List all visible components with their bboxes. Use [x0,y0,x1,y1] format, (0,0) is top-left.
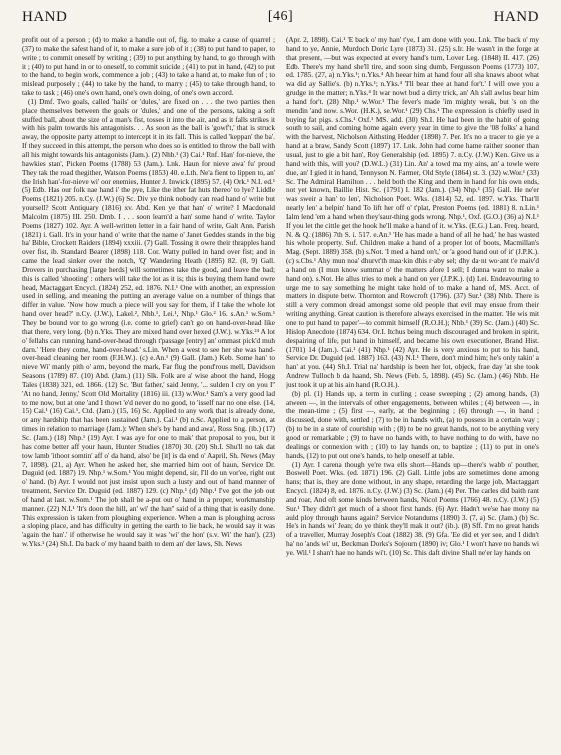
page-number: [46] [267,9,294,24]
left-column [22,36,275,748]
right-column [286,36,539,748]
left-paragraph: profit out of a person ; (d) to make a handle out of, fig. to make a cause of quarrel ; (37) to make the safest hand of it, to make a sure job of it ; (38) to put hand to paper, to write ; to commit oneself by writing ; (39) to put anything by hand, to go through with it ; (40) to put hand in or to oneself, to commit suicide ; (41) to put in hand, (42) to put to the hand, to begin work, commence a job ; (43) to take a hand at, to make fun of ; to mislead purposely ; (44) to take by the hand, to marry ; (45) to take through hand, to take to task ; (46) one's own hand, one's own doing, of one's own accord. [22,36,275,98]
right-paragraph: (b) pl. (1) Hands up, a term in curling ; cease sweeping ; (2) among hands, (3) atween —, in the intervals of other engagements, between whiles ; (4) between —, in the mean-time ; (5) first —, early, at the beginning ; (6) through —, in hand ; discussed, done with, settled ; (7) to be in hands with, (a) to possess in a certain way ; (b) to be in a state of courtship with ; (8) to be no great hands, not to be anything very good or remarkable ; (9) to have no hands with, to have nothing to do with, have no dealings or connexion with ; (10) to lay hands on, to baptize ; (11) to put in one's hands, (12) to put out one's hands, to help oneself at table. [286,389,539,460]
right-paragraph: (Apr. 2, 1898). Cai.¹ 'E back o' my han' t'ye, I am done with you. Lnk. The back o' my hand to ye, Annie, Murdoch Doric Lyre (1873) 31. (25) s.Ir. He wasn't in the forge at that present, —but was expected at every hand's turn, Lover Leg. (1848) II. 417. (26) Edb. There's my hand she'll tire, and soon sing dumb, Fergusson Poems (1773) 107, ed. 1785. (27, a) n.Yks.¹; n.Yks.⁴ Ah heear him at hand four all sha knaws aboot what wa did ay Sallie's. (b) n.Yks.¹; n.Yks.⁴ 'I'll bear thee at hand for't.' I will owe you a grudge in the matter; n.Yks.⁴ It war nowt bud a dirty trick, an' Ah s'all awlus bear him a hand for't. (28) Nhp.¹ w.Wor.¹ The fever's made 'im mighty weak, but 's on the mendin 'and now. s.Wor. (H.K.), se.Wor.¹ (29) Chs.¹ The expression is chiefly used in buying fat pigs. s.Chs.¹ Oxf.¹ MS. add. (30) Sh.I. He had been in the habit of going south to sail, and coming home again every year in time to give the '08 folks' a hand with the harvest, Nicholson Aithsting Hedder (1898) 7. Per. It's no a tracer to gie ye a hand at a braw, Sandy Scott (1897) 17. Lnk. John had come hame raither sooner than usual, just to gie a bit han', Roy Generalship (ed. 1895) 7. n.Cy. (J.W.) Ken. Give us a hand with this, will you? (D.W.L.) (31) Lin. An' a towd ma my ains, an' a towle were due, an' I gied it in hand, Tennyson N. Farmer, Old Style (1864) st. 3. (32) w.Wor.¹ (33) Sc. The Admiral Hamilton . . . held both the King and them in hand for his own ends, not yet known, Baillie Hist. Sc. (1791) I. 182 (Jam.). (34) Nhp.¹ (35) Gall. He ne'er was sweir a han' to len', Nicholson Poet. Wks. (1814) 52, ed. 1897. w.Yks. That'll nearly len' a helpin' hand To lift her off o' t'plat, Preston Poems (ed. 1881) 8. n.Lin.¹ Ialm lend 'em a hand when they'saur-thing gods wrong. Nhp.¹, Oxf. (G.O.) (36) a) N.I.¹ If you let the cittle get the hook he'll make a hand of it. w.Yks. (E.G.) Lan. Freq. heard, N. & Q. (1886) 7th S. i. 517. e.An.¹ 'He has made a hand of all he had,' he has wasted his whole property. Suf. Children make a hand of a proper lot of boots, Macmillan's Mag. (Sept. 1889) 358. (b) s.Not. 'I med a hand on't,' or 'a good hand out of it' (J.P.K.). (c) s.Cbs.¹ Ahy mun noa' dhurvt'th maa·kin dhis r·aby sel; dhy da·nt wo·ant t'e maiv'd a hand on (I mun know summat o' the matters afore I sell; I dunna want to make a hand on). s.Not. He allus tries to mek a hand on yer (J.P.K.). (d) Lei. Endeavouring to urge me to say something he might take hold of to make a hand of, MS. Acct. of matters in dispute betw. Thornton and Rowcroft (1796). (37) Sur.¹ (38) Nhb. There is still a very common dread amongst some old people that evil may ensue from their writing anything. Great caution is therefore always exercised in the matter. 'He wis mit one to put hand to paper'—to commit himself (R.O.H.); Nhb.¹ (39) Sc. (Jam.) (40) Sc. Hislop Anecdote (1874) 634. Or.I. Itchus being much discouraged and broken in spirit, despairing of life, put hand in himself, and became his own executioner, Brand Hist. (1701) 14 (Jam.). Cai.¹ (41) Nhp.¹ (42) Ayr. He is very anxious to put to his hand, Service Dr. Duguid (ed. 1887) 163. (43) N.I.¹ There, don't mind him; he's only takin' a han' at you. (44) Sh.I. Trial na' hardship is been her lot, objeck, frae day 'at she took Andrew Tulloch b da haand, Sh. News (Feb. 5, 1898). (45) Sc. (Jam.) (46) Nhb. He just took it up at his ain hand (R.O.H.). [286,36,539,389]
running-header [22,6,539,28]
header-left-headword: HAND [22,8,68,25]
header-right-headword: HAND [493,8,539,25]
left-paragraph: (1) Dmf. Two goals, called 'hails' or 'dules,' are fixed on . . . the two parties then place themselves between the goals or 'dules,' and one of the persons, taking a soft stuffed ball, about the size of a man's fist, tosses it into the air, and as it falls strikes it with his palm towards his antagonists. . . As soon as the ball is 'gowf't,' that is struck away, the opposite party attempt to intercept it in its fall. This is called 'keppan' the ba'. If they succeed in this attempt, the person who does so is entitled to throw the ball with all his might towards his antagonists (Jam.). (2) Nhb.¹ (3) Cai.¹ Rnf. Han' for-nieve, the hawkies stan', Picken Poems (1788) 53 (Jam.). Lnk. Haun for nieve awa' fu' proud They tak the road thegither, Watson Poems (1853) 40. e.Lth. Ne'a fient to lippen to, an' the Irish han'-for-nieve wi' oor enemies, Hunter J. Inwick (1895) 57. (4) Ork.¹ N.I. ed.¹ (5) Edb. Has our folk nae hand i' the pye, Like the ither fat huts thereo' to lye? Liddle Poems (1821) 205. n.Cy. (J.W.) (6) Sc. Div ye think nobody can read hand o' write but yoursell? Scott Antiquary (1816) xv. Abd. Ken ye that han' o' write? I Macdonald Malcolm (1875) III. 250. Dmb. I . . . soon learn'd a han' some hand o' write. Taylor Poems (1827) 102. Ayr. A well-written letter in a fair hand of write, Galt Ann. Parish (1821) i. Gall. It's in your hand o' write that the name o' Janet Geddes stands in the big ha' Bible, Crockett Raiders (1894) xxxiii. (7) Gall. Tossing it owre their thrapples hand over fist, ib. Standard Bearer (1898) 118. Cor. Watty pulled in hand over fist; and in came the lead sinker over the notch, 'Q' Wandering Heath (1895) 82. (8, 9) Gall. Drovers in purchasing [large herds] will sometimes take the good, and leave the bad; this is called 'shooting' : others will take the lot as it is; this is buying them hand owre head, Mactaggart Encycl. (1824) 252, ed. 1876. N.I.¹ One with another, an expression used in selling, and meaning the putting an average value on a number of things that differ in value. 'Now how much a piece will you say for them, if I take the whole lot hand over head?' n.Cy. (J.W.), Lakel.², Nhb.¹, Lei.¹, Nhp.¹ Glo.² 16. s.An.¹ w.Som.¹ They be bound vor to go wrong (i.e. come to grief) can't go on hand-over-head like that there, very long. (b) n.Yks. They are mixed hand over hexed (J.W.). w.Yks.²⁴ A lot o' fellahs can running hand-over-head through t'passage [entry] an' ommast pick'd muh darn.' 'Here they come, hand-over-head.' s.Lin. When a west to see her she was hand-over-head cleaning her room (F.H.W.). (c) e.An.¹ (9) Gall. (Jam.) Keb. Some han' to nieve Wi' manly pith o' arm, beyond the mark, Far flug the pond'rous mell, Davidson Seasons (1789) 87. (10) Abd. (Jam.) (11) Slk. Folk are a' wise aboot the hand, Hogg Tales (1838) 321, ed. 1866. (12) Sc. 'But father,' said Jenny, '... sulden I cry on you I'' 'At no hand, Jenny,' Scott Old Mortality (1816) iii. (13) w.Wor.¹ Sam's a very good lad to me now, but at one 'and I thowt 'e'd never do no good, to 'isself nar no one else. (14, 15) Cai.¹ (16) Cai.¹, Ctd. (Jam.) (15, 16) Sc. Applied to any work that is already done, or any hardship that has been sustained (Jam.). Cai.¹ (b) n.Sc. Applied to a person, at times in relation to marriage (Jam.): When she's by hand and awa', Ross Sng. (ib.) (17) Sc. (Jam.) (18) Nhp.¹ (19) Ayr. I was aye for one to mak' that proposal to you, but it has come better aff your haun, Hunter Studies (1870) 30. (20) Sh.I. Shu'll no tak dat tow lamb 'ithoot somtin' aff o' da hand, also' be [it] is da end o' Aapril, Sh. News (May 7, 1898). (21, a) Ayr. When he asked her, she married him oot of haun, Service Dr. Duguid (ed. 1887) 19. Nhp.¹ w.Som.¹ You might depend, sir, I'll do un vor'ee, right out o' hand. (b) Ayr. I would not just insist upon such a lusty and out of hand manner of treatment, Service Dr. Duguid (ed. 1887) 129. (c) Nhp.¹ (d) Nhp.¹ I've got the job out of hand at last. w.Som.¹ The job shall be a-put out o' hand in a proper, workmanship manner. (22) N.I.¹ 'It's doon the hill, an' wi' the han'' said of a thing that is easily done. This expression is taken from ploughing experience. When a man is ploughing across a sloping place, and has difficulty in getting the earth to lie back, he would say it was 'again the han'.' if otherwise he would say it was 'wi' the hon' (s.v. Wi' the han'). (23) w.Yks.¹ (24) Sh.I. Da back o' my haand baith to dem an' der laws, Sh. News [22,97,275,549]
right-paragraph: (1) Ayr. I carena though ye're twa ells short—Hands up—there's wabb o' pouther, Boswell Poet. Wks. (ed. 1871) 196. (2) Gall. Little jobs are sometimes done among hans; that is, they are done without, in any shape, retarding the large job, Mactaggart Encycl. (1824) 8, ed. 1876. n.Cy. (J.W.) (3) Sc. (Jam.) (4) Per. The carles did baith rant and roar, And oft some kinds between hands, Nicol Poems (1766) 48. n.Cy. (J.W.) (5) Sur.¹ They didn't get much of a shoot first hands. (6) Ayr. Hadn't we'se hae mony na auld ploy through hauns again? Service Notandums (1890) 3. (7, a) Sc. (Jam.) (b) Sc. He's in hands wi' Jean; do ye think they'll mak it out? (ib.). (8) Sff. I'm no great hands of a traveller, Murray Joseph's Coat (1882) 38. (9) Gfa. 'Ee did et yer see, and I didn't ha' no 'ands wi' ut, Beckman Dorks's Sojourn (1890) iv; Glo.¹ I won't have no hands wi ye. Wil.¹ I shan't hae no hands wi't. (10) Sc. This daft divine Shall ne'er lay hands on [286,460,539,557]
